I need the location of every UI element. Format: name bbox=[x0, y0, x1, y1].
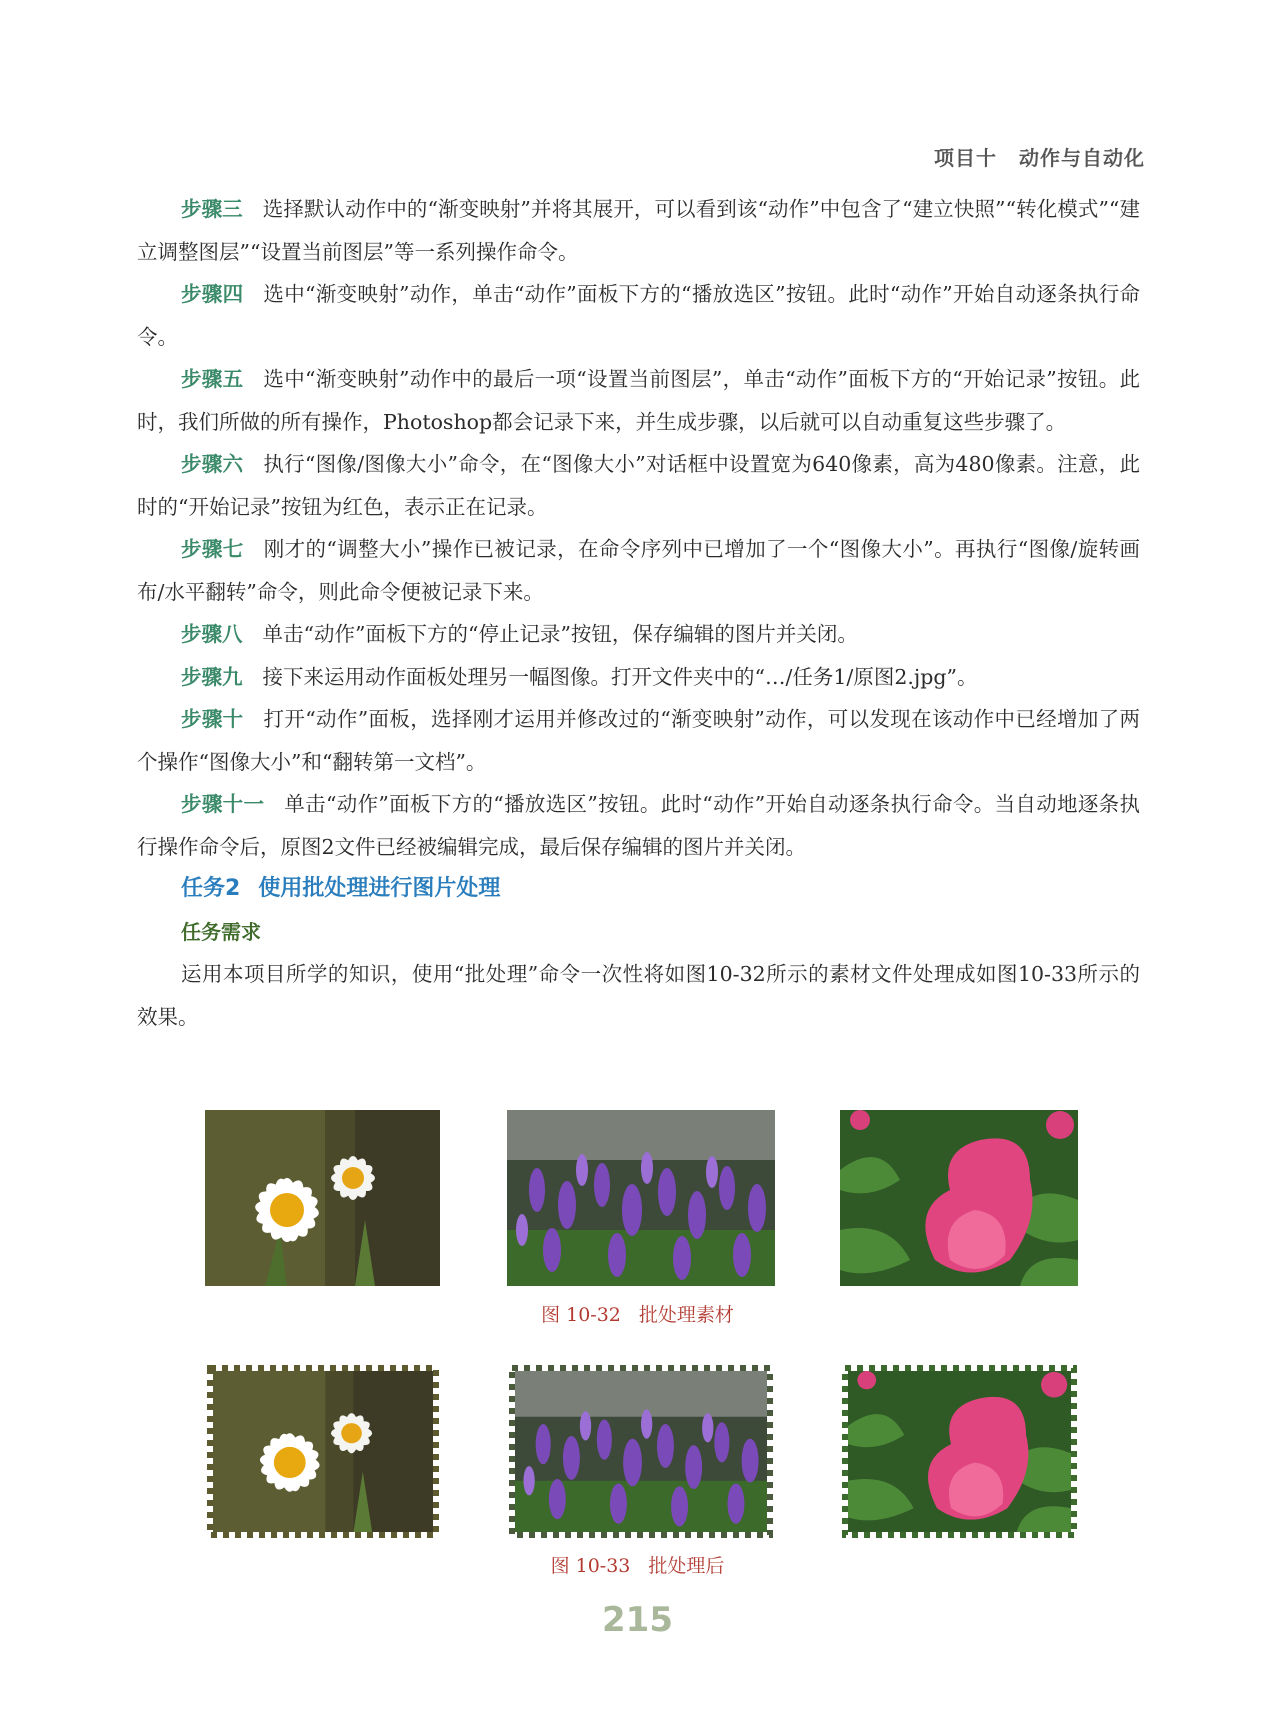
stamp-peony bbox=[842, 1365, 1077, 1538]
step-paragraph bbox=[137, 528, 1140, 613]
figure-label: 图 10-32 bbox=[541, 1304, 621, 1326]
photo-lavender bbox=[507, 1110, 775, 1286]
step-label: 步骤七 bbox=[181, 537, 244, 561]
step-label: 步骤八 bbox=[181, 622, 243, 646]
step-text: 单击“动作”面板下方的“停止记录”按钮，保存编辑的图片并关闭。 bbox=[262, 622, 858, 646]
step-label: 步骤三 bbox=[181, 197, 243, 221]
step-text: 执行“图像/图像大小”命令，在“图像大小”对话框中设置宽为640像素，高为480像素。注意，此时的“开始记录”按钮为红色，表示正在记录。 bbox=[137, 452, 1140, 519]
running-head-title: 动作与自动化 bbox=[1019, 146, 1145, 170]
step-text: 刚才的“调整大小”操作已被记录，在命令序列中已增加了一个“图像大小”。再执行“图像/旋转画布/水平翻转”命令，则此命令便被记录下来。 bbox=[137, 537, 1141, 604]
figure-caption-text: 批处理后 bbox=[648, 1555, 725, 1577]
running-head-project: 项目十 bbox=[934, 146, 997, 170]
step-paragraph bbox=[137, 273, 1140, 358]
step-text: 选中“渐变映射”动作，单击“动作”面板下方的“播放选区”按钮。此时“动作”开始自动逐条执行命令。 bbox=[137, 282, 1141, 349]
task-title: 使用批处理进行图片处理 bbox=[258, 876, 501, 901]
figure-caption bbox=[0, 1300, 1275, 1327]
figure-label: 图 10-33 bbox=[550, 1555, 631, 1577]
stamp-daisies bbox=[207, 1365, 439, 1538]
running-head bbox=[934, 142, 1145, 171]
stamp-lavender bbox=[509, 1365, 773, 1538]
step-paragraph bbox=[137, 698, 1140, 783]
step-label: 步骤十一 bbox=[181, 792, 265, 816]
step-label: 步骤十 bbox=[181, 707, 244, 731]
step-paragraph bbox=[137, 443, 1140, 528]
step-paragraph bbox=[137, 358, 1140, 443]
task-number: 任务2 bbox=[181, 876, 241, 901]
task-heading bbox=[137, 868, 1140, 911]
task-body: 运用本项目所学的知识，使用“批处理”命令一次性将如图10-32所示的素材文件处理成如图10-33所示的效果。 bbox=[137, 962, 1140, 1029]
step-label: 步骤六 bbox=[181, 452, 244, 476]
step-text: 打开“动作”面板，选择刚才运用并修改过的“渐变映射”动作，可以发现在该动作中已经增加了两个操作“图像大小”和“翻转第一文档”。 bbox=[137, 707, 1141, 774]
step-paragraph bbox=[137, 783, 1140, 868]
task-subheading: 任务需求 bbox=[181, 919, 261, 944]
page-number: 215 bbox=[602, 1600, 673, 1640]
step-paragraph bbox=[137, 656, 1140, 699]
step-text: 接下来运用动作面板处理另一幅图像。打开文件夹中的“…/任务1/原图2.jpg”。 bbox=[262, 664, 978, 689]
step-text: 单击“动作”面板下方的“播放选区”按钮。此时“动作”开始自动逐条执行命令。当自动地逐条执行操作命令后，原图2文件已经被编辑完成，最后保存编辑的图片并关闭。 bbox=[137, 792, 1140, 859]
body-text bbox=[137, 188, 1140, 1038]
step-label: 步骤五 bbox=[181, 367, 244, 391]
step-text: 选中“渐变映射”动作中的最后一项“设置当前图层”，单击“动作”面板下方的“开始记录”按钮。此时，我们所做的所有操作，Photoshop都会记录下来，并生成步骤，以后就可以自动重复这些步骤了。 bbox=[137, 367, 1141, 434]
photo-peony bbox=[840, 1110, 1078, 1286]
step-text: 选择默认动作中的“渐变映射”并将其展开，可以看到该“动作”中包含了“建立快照”“转化模式”“建立调整图层”“设置当前图层”等一系列操作命令。 bbox=[137, 197, 1141, 264]
step-label: 步骤四 bbox=[181, 282, 244, 306]
photo-daisies bbox=[205, 1110, 440, 1286]
figure-caption bbox=[0, 1551, 1275, 1578]
step-paragraph bbox=[137, 613, 1140, 656]
step-label: 步骤九 bbox=[181, 664, 243, 689]
figure-caption-text: 批处理素材 bbox=[638, 1304, 734, 1326]
step-paragraph bbox=[137, 188, 1140, 273]
